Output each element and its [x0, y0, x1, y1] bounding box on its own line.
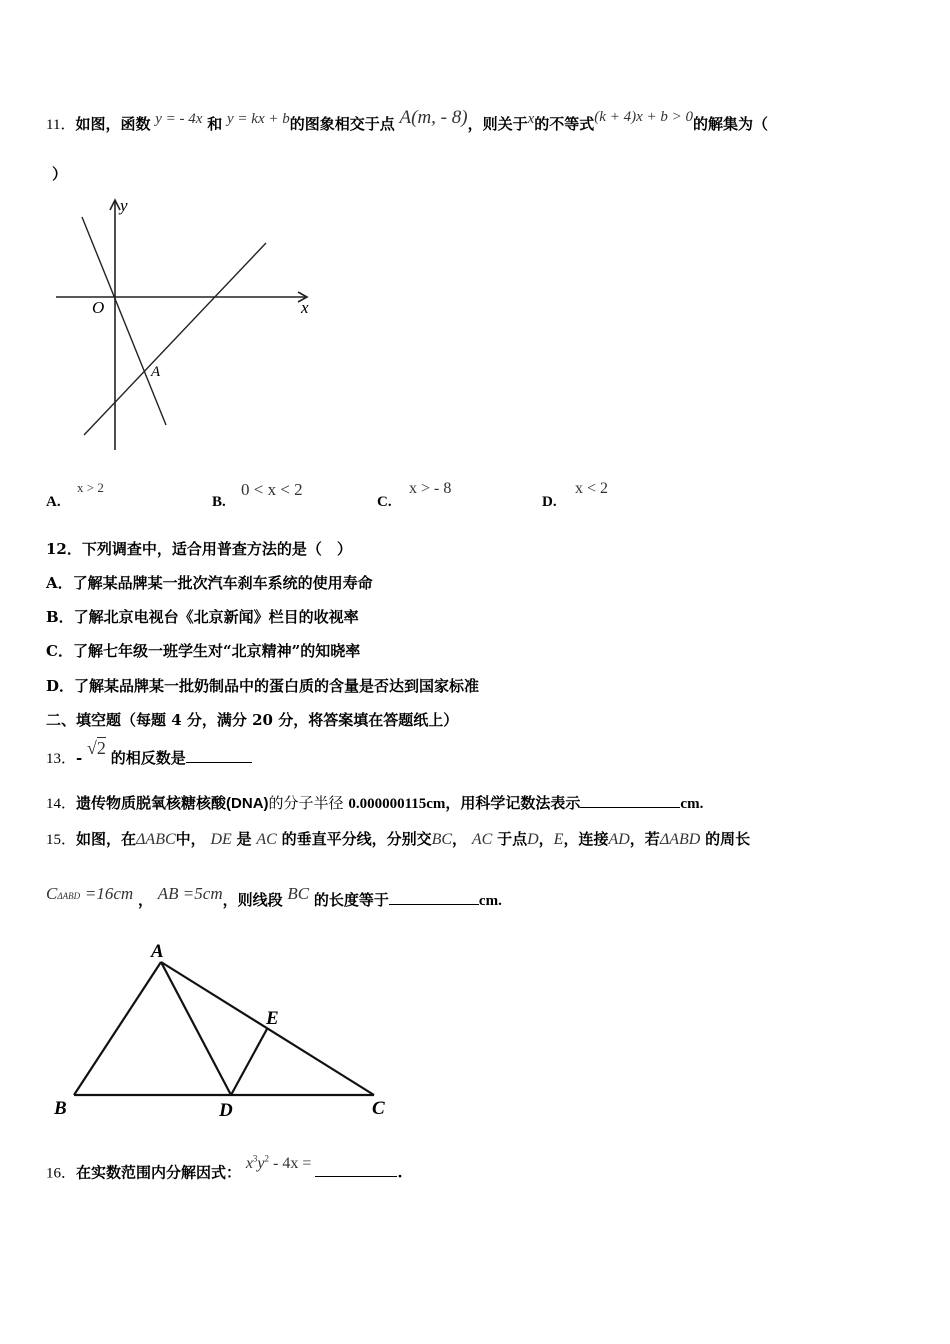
- q11-option-b-label: B.: [212, 494, 226, 510]
- q12-option-a: A．了解某品牌某一批次汽车刹车系统的使用寿命: [46, 574, 373, 592]
- segment-ab: [74, 962, 161, 1095]
- label-a: A: [151, 941, 164, 962]
- q14-number: 14．: [46, 796, 77, 812]
- q14-stem: 14．遗传物质脱氧核糖核酸(DNA)的分子半径 0.000000115cm，用科学记数法表示 cm.: [46, 794, 704, 812]
- line-y-kx-b: [84, 243, 266, 435]
- q11-var: x: [527, 111, 535, 127]
- graph-y-label: y: [120, 196, 128, 215]
- graph-point-label: A: [151, 364, 161, 380]
- q16-stem: 16．在实数范围内分解因式： $x^3y^2 - 4x$ = .: [46, 1154, 403, 1182]
- q14-answer-blank[interactable]: [580, 793, 680, 808]
- q11-graph: [50, 195, 340, 455]
- q15-answer-blank[interactable]: [389, 890, 479, 905]
- q11-eq2: y = kx + b: [227, 111, 290, 127]
- section-2-title: 二、填空题（每题 4 分，满分 20 分，将答案填在答题纸上）: [46, 711, 459, 729]
- q15-triangle-figure: [50, 935, 400, 1125]
- label-b: B: [54, 1098, 67, 1119]
- q13-stem: 13．- √2 的相反数是: [46, 747, 252, 769]
- q11-point: A(m, - 8): [399, 107, 468, 128]
- q16-expression: $x^3y^2 - 4x$ =: [245, 1154, 312, 1173]
- q11-option-a-value: x > 2: [77, 480, 104, 495]
- q11-option-c-label: C.: [377, 494, 392, 510]
- q11-option-b-value: 0 < x < 2: [241, 480, 303, 499]
- q15-number: 15．: [46, 832, 77, 848]
- q11-stem: 11．如图，函数 y = - 4x 和 y = kx + b的图象相交于点 A(m, - 8)，则关于x的不等式(k + 4)x + b > 0的解集为（: [46, 107, 768, 133]
- q13-number: 13．: [46, 751, 77, 767]
- graph-x-label: x: [301, 298, 309, 317]
- perimeter-expr: CΔABD =16cm: [46, 884, 134, 903]
- q11-option-d-label: D.: [542, 494, 557, 510]
- q11-stem-close: ）: [52, 165, 68, 183]
- q15-stem-line2: CΔABD =16cm ， AB =5cm，则线段 BC 的长度等于 cm.: [46, 884, 502, 909]
- q12-option-b: B．了解北京电视台《北京新闻》栏目的收视率: [46, 608, 359, 626]
- label-c: C: [372, 1098, 385, 1119]
- q11-eq1: y = - 4x: [155, 111, 203, 127]
- graph-origin-label: O: [92, 298, 105, 317]
- q11-option-c-value: x > - 8: [409, 480, 452, 497]
- sqrt-2: √2: [87, 738, 106, 758]
- q12-stem: 12．下列调查中，适合用普查方法的是（ ）: [46, 540, 352, 558]
- q11-number: 11．: [46, 117, 76, 133]
- label-e: E: [266, 1008, 279, 1029]
- q16-answer-blank[interactable]: [315, 1162, 397, 1177]
- segment-de: [231, 1029, 267, 1095]
- q13-minus: -: [76, 749, 83, 767]
- q13-answer-blank[interactable]: [186, 748, 252, 763]
- q12-option-c: C．了解七年级一班学生对“北京精神”的知晓率: [46, 642, 361, 660]
- q11-ineq: (k + 4)x + b > 0: [594, 109, 693, 125]
- q15-stem: 15．如图，在ΔABC中， DE 是 AC 的垂直平分线，分别交BC， AC 于点D，E，连接AD，若ΔABD 的周长: [46, 830, 751, 848]
- q11-option-a-label: A.: [46, 494, 61, 510]
- segment-ad: [161, 962, 231, 1095]
- q16-number: 16．: [46, 1165, 77, 1182]
- sqrt-radicand: 2: [96, 738, 106, 758]
- label-d: D: [219, 1100, 233, 1121]
- q11-option-d-value: x < 2: [575, 480, 609, 497]
- q12-option-d: D．了解某品牌某一批奶制品中的蛋白质的含量是否达到国家标准: [46, 677, 480, 695]
